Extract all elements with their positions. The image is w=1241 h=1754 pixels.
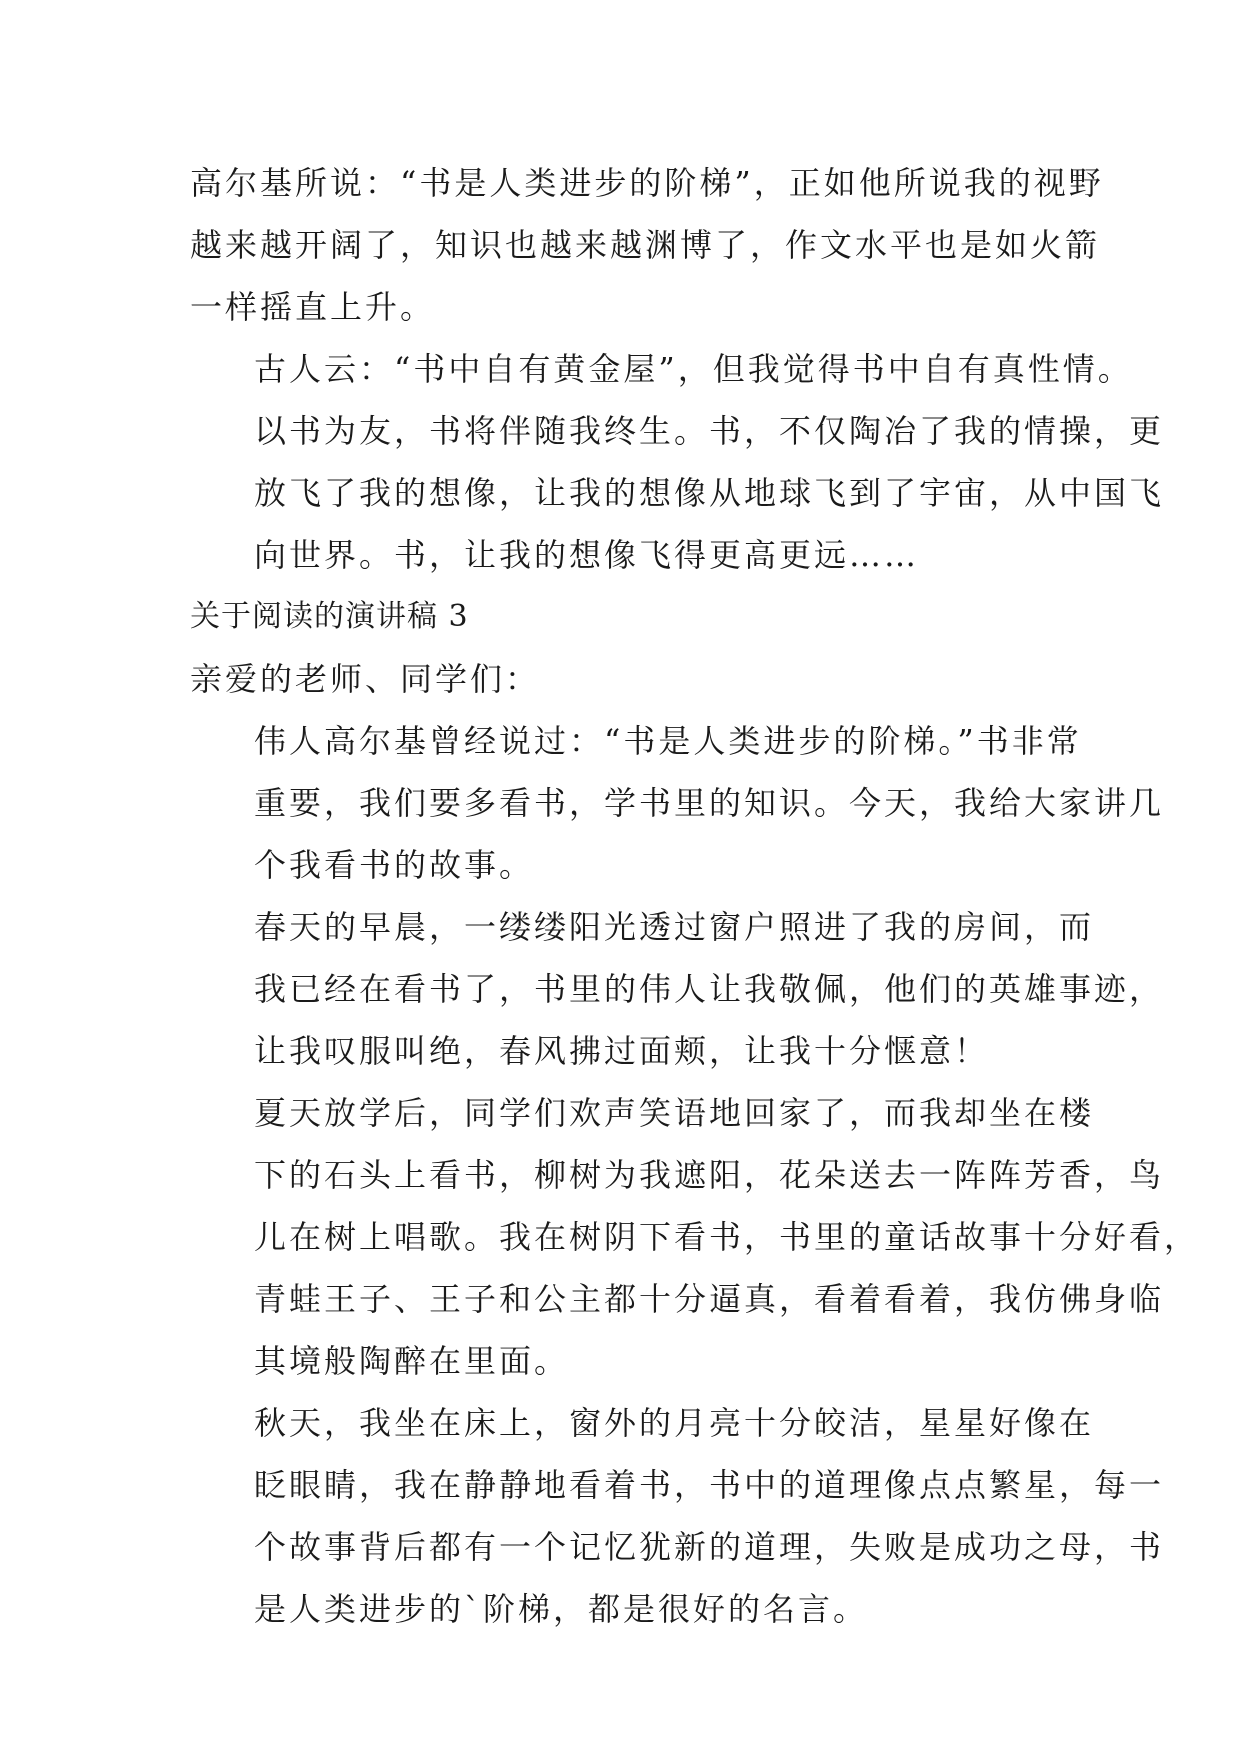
- text-line: 眨眼睛，我在静静地看着书，书中的道理像点点繁星，每一: [254, 1466, 1165, 1504]
- text-line: 儿在树上唱歌。我在树阴下看书，书里的童话故事十分好看，: [254, 1218, 1200, 1256]
- text-line: 伟人高尔基曾经说过：“书是人类进步的阶梯。”书非常: [254, 722, 1082, 760]
- text-line: 重要，我们要多看书，学书里的知识。今天，我给大家讲几: [254, 784, 1165, 822]
- paragraph: [190, 896, 1165, 1082]
- paragraph: [190, 648, 1054, 710]
- text-line: 夏天放学后，同学们欢声笑语地回家了，而我却坐在楼: [254, 1094, 1095, 1132]
- paragraph: [190, 1082, 1200, 1392]
- text-line: 让我叹服叫绝，春风拂过面颊，让我十分惬意！: [254, 1032, 990, 1070]
- text-line: 一样摇直上升。: [190, 288, 436, 326]
- text-line: 古人云：“书中自有黄金屋”，但我觉得书中自有真性情。: [254, 350, 1133, 388]
- text-line: 越来越开阔了，知识也越来越渊博了，作文水平也是如火箭: [190, 226, 1101, 264]
- text-line: 个我看书的故事。: [254, 846, 535, 884]
- text-line: 向世界。书，让我的想像飞得更高更远……: [254, 536, 920, 574]
- text-line: 其境般陶醉在里面。: [254, 1342, 570, 1380]
- text-line: 秋天，我坐在床上，窗外的月亮十分皎洁，星星好像在: [254, 1404, 1095, 1442]
- paragraph: [190, 710, 1165, 896]
- text-line: 以书为友，书将伴随我终生。书，不仅陶冶了我的情操，更: [254, 412, 1165, 450]
- text-line: 高尔基所说：“书是人类进步的阶梯”，正如他所说我的视野: [190, 164, 1104, 202]
- text-line: 放飞了我的想像，让我的想像从地球飞到了宇宙，从中国飞: [254, 474, 1165, 512]
- document-body: [190, 152, 1200, 1640]
- text-line: 春天的早晨，一缕缕阳光透过窗户照进了我的房间，而: [254, 908, 1095, 946]
- section-heading: [190, 586, 1054, 648]
- text-line: 关于阅读的演讲稿 3: [190, 599, 469, 634]
- paragraph: [190, 152, 1104, 338]
- paragraph: [190, 338, 1165, 586]
- text-line: 亲爱的老师、同学们：: [190, 660, 541, 698]
- text-line: 是人类进步的`阶梯，都是很好的名言。: [254, 1590, 869, 1628]
- text-line: 青蛙王子、王子和公主都十分逼真，看着看着，我仿佛身临: [254, 1280, 1165, 1318]
- text-line: 我已经在看书了，书里的伟人让我敬佩，他们的英雄事迹，: [254, 970, 1165, 1008]
- text-line: 个故事背后都有一个记忆犹新的道理，失败是成功之母，书: [254, 1528, 1165, 1566]
- text-line: 下的石头上看书，柳树为我遮阳，花朵送去一阵阵芳香，鸟: [254, 1156, 1165, 1194]
- paragraph: [190, 1392, 1165, 1640]
